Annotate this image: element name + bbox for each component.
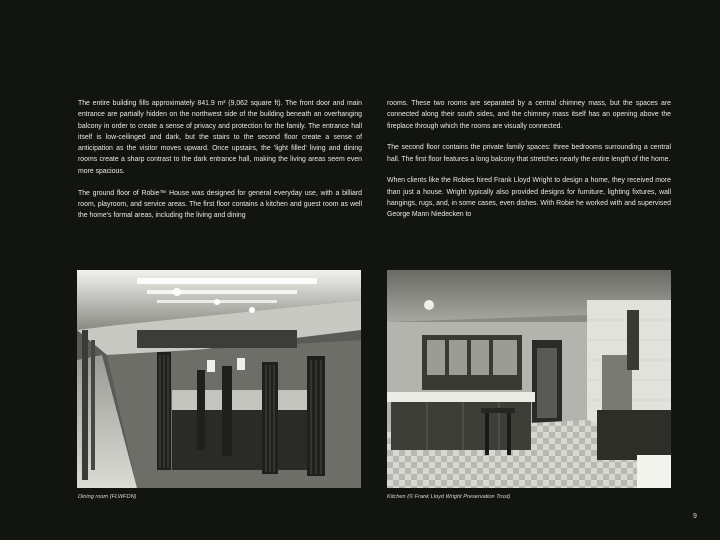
kitchen-photo xyxy=(387,270,671,488)
left-text-column xyxy=(78,98,362,232)
paragraph: The ground floor of Robie™ House was designed for general everyday use, with a billiard room, playroom, and service areas. The first floor contains a kitchen and guest room as well the home's formal areas, including the living and dining xyxy=(78,189,362,220)
dining-room-photo xyxy=(77,270,361,488)
paragraph: The entire building fills approximately 841.9 m² (9,062 square ft). The front door and main entrance are partially hidden on the northwest side of the building beneath an overhanging balcony in order to create a sense of privacy and protection for the family. The entrance hall itself is low-ceilinged and dark, but the stairs to the second floor create a sense of anticipation as the visitor moves upward. Once upstairs, the 'light filled' living and dining rooms create a sharp contrast to the dark entrance hall, making the living areas seem even more spacious. xyxy=(78,100,362,175)
page-number: 9 xyxy=(693,513,697,520)
dining-room-caption: Dining room (FLWFDN) xyxy=(78,494,137,500)
paragraph: rooms. These two rooms are separated by a central chimney mass, but the spaces are connected along their south sides, and the chimney mass itself has an opening above the fireplace through which the rooms are visually connected. xyxy=(387,100,671,130)
right-text-column xyxy=(387,98,671,231)
paragraph: When clients like the Robies hired Frank Lloyd Wright to design a home, they received more than just a house. Wright typically also provided designs for furniture, lighting fixtures, wall hangings, rugs, and, in some cases, even dishes. With Robie he worked with and supervised George Mann Niedecken to xyxy=(387,177,671,219)
kitchen-caption: Kitchen (© Frank Lloyd Wright Preservation Trust) xyxy=(387,494,511,500)
paragraph: The second floor contains the private family spaces: three bedrooms surrounding a central hall. The first floor features a long balcony that stretches nearly the entire length of the home. xyxy=(387,144,671,163)
